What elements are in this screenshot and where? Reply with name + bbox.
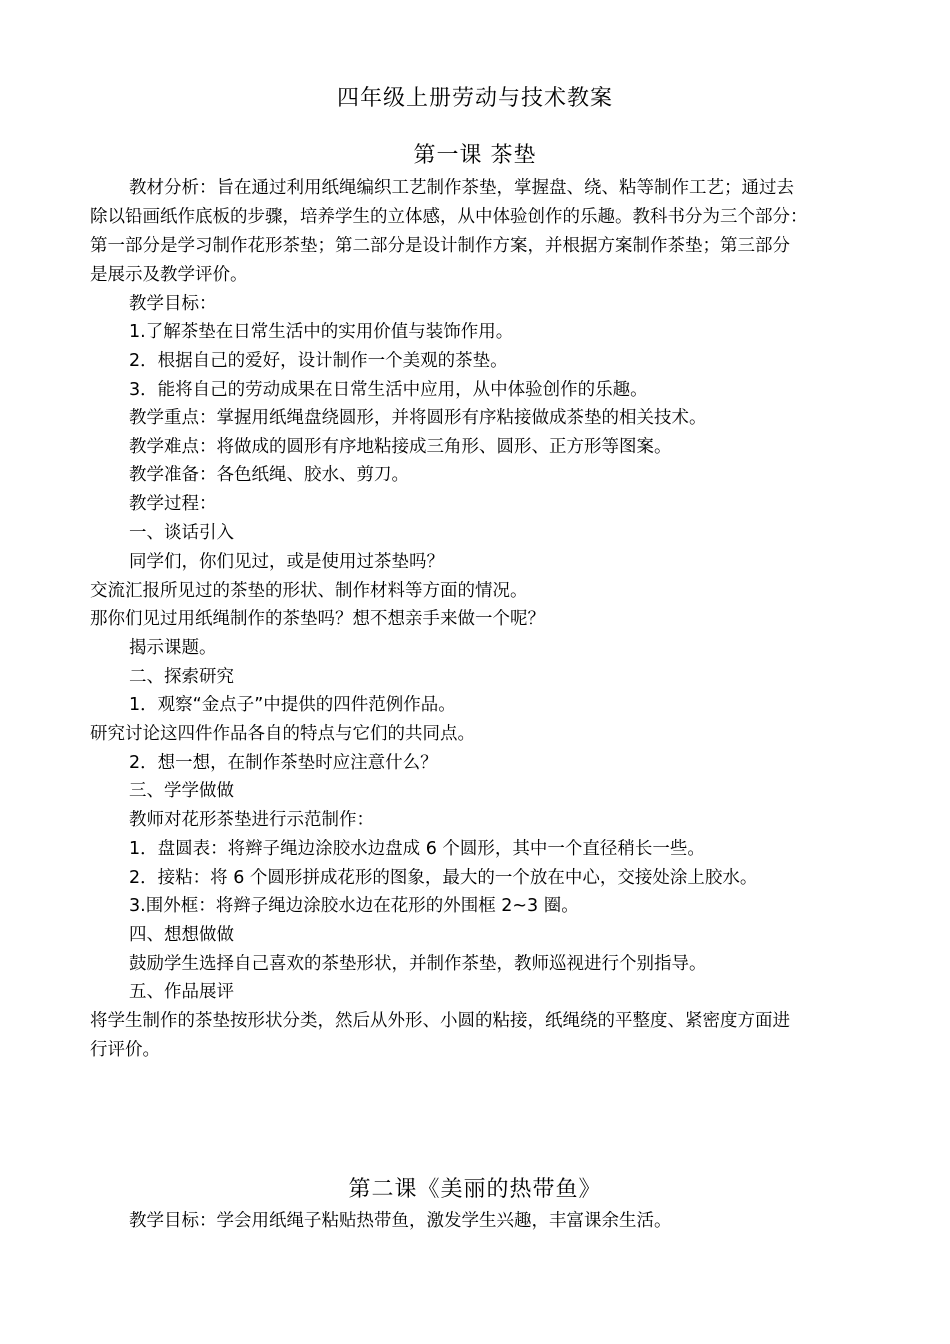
section-heading: 四、想想做做 bbox=[129, 925, 234, 945]
paragraph-line: 是展示及教学评价。 bbox=[90, 265, 248, 285]
list-item: 1．观察“金点子”中提供的四件范例作品。 bbox=[129, 695, 456, 715]
paragraph-line: 鼓励学生选择自己喜欢的茶垫形状，并制作茶垫，教师巡视进行个别指导。 bbox=[129, 954, 707, 974]
paragraph-line: 那你们见过用纸绳制作的茶垫吗？想不想亲手来做一个呢？ bbox=[90, 609, 545, 629]
section-heading: 二、探索研究 bbox=[129, 667, 234, 687]
paragraph-line: 教学目标：学会用纸绳子粘贴热带鱼，激发学生兴趣，丰富课余生活。 bbox=[129, 1211, 672, 1231]
list-item: 2．接粘：将 6 个圆形拼成花形的图象，最大的一个放在中心，交接处涂上胶水。 bbox=[129, 868, 758, 888]
list-item: 2．根据自己的爱好，设计制作一个美观的茶垫。 bbox=[129, 351, 508, 371]
paragraph-line: 教师对花形茶垫进行示范制作： bbox=[129, 810, 374, 830]
section-heading: 三、学学做做 bbox=[129, 781, 234, 801]
paragraph-line: 教学难点：将做成的圆形有序地粘接成三角形、圆形、正方形等图案。 bbox=[129, 437, 672, 457]
document-title: 四年级上册劳动与技术教案 bbox=[336, 86, 613, 111]
list-item: 1.了解茶垫在日常生活中的实用价值与装饰作用。 bbox=[129, 322, 514, 342]
list-item: 1．盘圆表：将辫子绳边涂胶水边盘成 6 个圆形，其中一个直径稍长一些。 bbox=[129, 839, 705, 859]
paragraph-line: 同学们，你们见过，或是使用过茶垫吗？ bbox=[129, 552, 444, 572]
section-heading: 一、谈话引入 bbox=[129, 523, 234, 543]
paragraph-line: 将学生制作的茶垫按形状分类，然后从外形、小圆的粘接，纸绳绕的平整度、紧密度方面进 bbox=[90, 1011, 790, 1031]
paragraph-line: 教材分析：旨在通过利用纸绳编织工艺制作茶垫，掌握盘、绕、粘等制作工艺；通过去 bbox=[129, 178, 794, 198]
section-heading: 教学过程： bbox=[129, 494, 217, 514]
list-item: 3．能将自己的劳动成果在日常生活中应用，从中体验创作的乐趣。 bbox=[129, 380, 648, 400]
paragraph-line: 教学准备：各色纸绳、胶水、剪刀。 bbox=[129, 465, 409, 485]
section-heading: 教学目标： bbox=[129, 294, 217, 314]
lesson-1-title: 第一课 茶垫 bbox=[413, 143, 537, 168]
paragraph-line: 交流汇报所见过的茶垫的形状、制作材料等方面的情况。 bbox=[90, 581, 528, 601]
paragraph-line: 揭示课题。 bbox=[129, 638, 217, 658]
paragraph-line: 除以铅画纸作底板的步骤，培养学生的立体感，从中体验创作的乐趣。教科书分为三个部分： bbox=[90, 207, 808, 227]
list-item: 2．想一想，在制作茶垫时应注意什么？ bbox=[129, 753, 438, 773]
section-heading: 五、作品展评 bbox=[129, 982, 234, 1002]
paragraph-line: 行评价。 bbox=[90, 1040, 160, 1060]
paragraph-line: 教学重点：掌握用纸绳盘绕圆形，并将圆形有序粘接做成茶垫的相关技术。 bbox=[129, 408, 707, 428]
paragraph-line: 研究讨论这四件作品各自的特点与它们的共同点。 bbox=[90, 724, 475, 744]
lesson-2-title: 第二课《美丽的热带鱼》 bbox=[348, 1177, 602, 1202]
paragraph-line: 第一部分是学习制作花形茶垫；第二部分是设计制作方案，并根据方案制作茶垫；第三部分 bbox=[90, 236, 790, 256]
list-item: 3.围外框：将辫子绳边涂胶水边在花形的外围框 2~3 圈。 bbox=[129, 896, 579, 916]
